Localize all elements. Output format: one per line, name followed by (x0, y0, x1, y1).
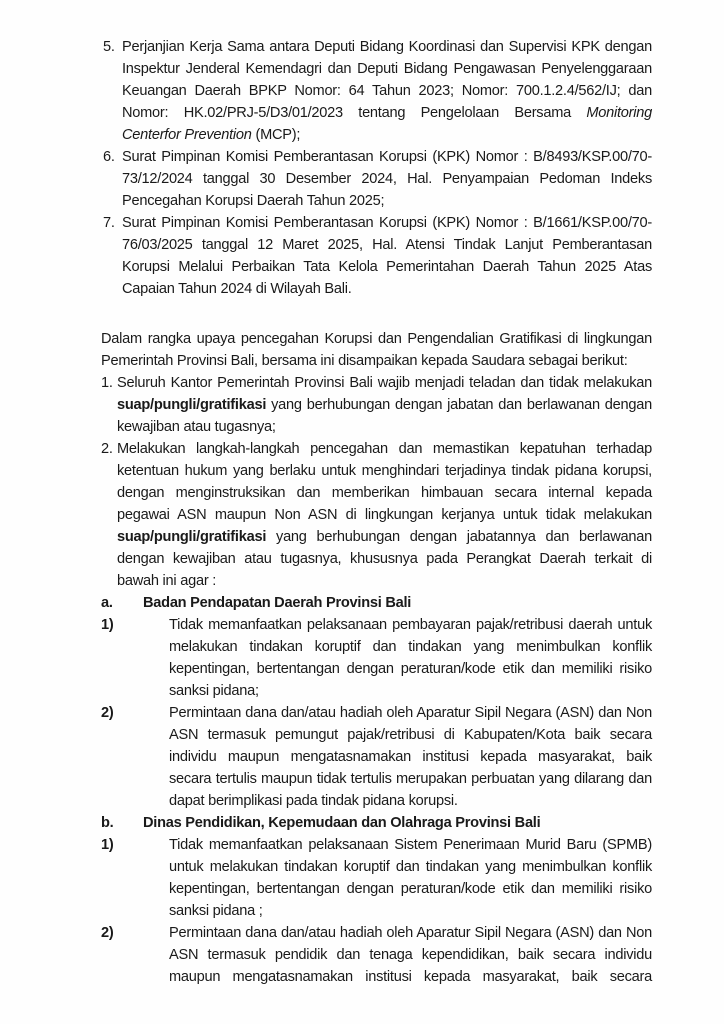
subsection-b (101, 812, 652, 988)
instruction-text: Melakukan langkah-langkah pencegahan dan memastikan kepatuhan terhadap ketentuan hukum yang berlaku untuk menghindari terjadinya tindak pidana korupsi, dengan menginstruksikan dan memberikan himbauan secara internal kepada pegawai ASN maupun Non ASN di lingkungan kerjanya untuk tidak melakukan (117, 441, 652, 523)
instruction-number: 2. (101, 441, 113, 457)
reference-text: Perjanjian Kerja Sama antara Deputi Bidang Koordinasi dan Supervisi KPK dengan Inspektur Jenderal Kemendagri dan Deputi Bidang Pengawasan Penyelenggaraan Keuangan Daerah BPKP Nomor: 64 Tahun 2023; Nomor: 700.1.2.4/562/IJ; dan Nomor: HK.02/PRJ-5/D3/01/2023 tentang Pengelolaan Bersama (122, 39, 652, 121)
subitem-text: Tidak memanfaatkan pelaksanaan pembayaran pajak/retribusi daerah untuk melakukan tindakan koruptif dan tindakan yang menimbulkan konflik kepentingan, bertentangan dengan peraturan/kode etik dan memiliki risiko sanksi pidana; (169, 617, 652, 699)
instruction-number: 1. (101, 375, 113, 391)
reference-list (101, 36, 652, 300)
reference-item-7 (101, 212, 652, 300)
subitem-number: 2) (101, 705, 114, 721)
subsection-b-item-2 (101, 922, 652, 988)
reference-number: 7. (103, 215, 115, 231)
instruction-text-block (117, 438, 652, 592)
instruction-list (101, 372, 652, 988)
reference-text: Surat Pimpinan Komisi Pemberantasan Korupsi (KPK) Nomor : B/1661/KSP.00/70-76/03/2025 tanggal 12 Maret 2025, Hal. Atensi Tindak Lanjut Pemberantasan Korupsi Melalui Perbaikan Tata Kelola Pemerintahan Daerah Tahun 2025 Atas Capaian Tahun 2024 di Wilayah Bali. (122, 215, 652, 297)
instruction-bold-term: suap/pungli/gratifikasi (117, 529, 267, 545)
reference-item-6 (101, 146, 652, 212)
reference-text: Surat Pimpinan Komisi Pemberantasan Korupsi (KPK) Nomor : B/8493/KSP.00/70-73/12/2024 tanggal 30 Desember 2024, Hal. Penyampaian Pedoman Indeks Pencegahan Korupsi Daerah Tahun 2025; (122, 149, 652, 209)
reference-number: 5. (103, 39, 115, 55)
reference-text-end: (MCP); (251, 127, 301, 143)
subitem-text: Permintaan dana dan/atau hadiah oleh Aparatur Sipil Negara (ASN) dan Non ASN termasuk pendidik dan tenaga kependidikan, baik secara individu maupun mengatasnamakan institusi kepada masyarakat, baik secara (169, 925, 652, 985)
reference-number: 6. (103, 149, 115, 165)
document-body (101, 36, 652, 988)
reference-item-5 (101, 36, 652, 146)
subsection-b-item-1 (101, 834, 652, 922)
subitem-number: 1) (101, 837, 114, 853)
instruction-text-end: yang berhubungan dengan jabatan dan berlawanan dengan kewajiban atau tugasnya; (117, 397, 652, 435)
subitem-number: 1) (101, 617, 114, 633)
subsection-letter: a. (101, 595, 113, 611)
instruction-bold-term: suap/pungli/gratifikasi (117, 397, 267, 413)
subsection-heading: Dinas Pendidikan, Kepemudaan dan Olahraga Provinsi Bali (143, 815, 541, 831)
subsection-a (101, 592, 652, 812)
subsection-letter: b. (101, 815, 114, 831)
instruction-text: Seluruh Kantor Pemerintah Provinsi Bali wajib menjadi teladan dan tidak melakukan (117, 375, 652, 391)
instruction-item-2 (101, 438, 652, 988)
instruction-text-end: yang berhubungan dengan jabatannya dan berlawanan dengan kewajiban atau tugasnya, khususnya pada Perangkat Daerah terkait di bawah ini agar : (117, 529, 652, 589)
subitem-text: Permintaan dana dan/atau hadiah oleh Aparatur Sipil Negara (ASN) dan Non ASN termasuk pemungut pajak/retribusi di Kabupaten/Kota baik secara individu maupun mengatasnamakan institusi kepada masyarakat, baik secara tertulis maupun tidak tertulis merupakan perbuatan yang dilarang dan dapat berimplikasi pada tindak pidana korupsi. (169, 705, 652, 809)
instruction-item-1 (101, 372, 652, 438)
subsection-a-item-2 (101, 702, 652, 812)
subitem-text: Tidak memanfaatkan pelaksanaan Sistem Penerimaan Murid Baru (SPMB) untuk melakukan tindakan koruptif dan tindakan yang menimbulkan konflik kepentingan, bertentangan dengan peraturan/kode etik dan memiliki risiko sanksi pidana ; (169, 837, 652, 919)
subsection-heading: Badan Pendapatan Daerah Provinsi Bali (143, 595, 412, 611)
subsection-a-item-1 (101, 614, 652, 702)
subitem-number: 2) (101, 925, 114, 941)
intro-paragraph: Dalam rangka upaya pencegahan Korupsi dan Pengendalian Gratifikasi di lingkungan Pemerintah Provinsi Bali, bersama ini disampaikan kepada Saudara sebagai berikut: (101, 331, 652, 369)
reference-italic-term: Monitoring Centerfor Prevention (122, 105, 652, 143)
